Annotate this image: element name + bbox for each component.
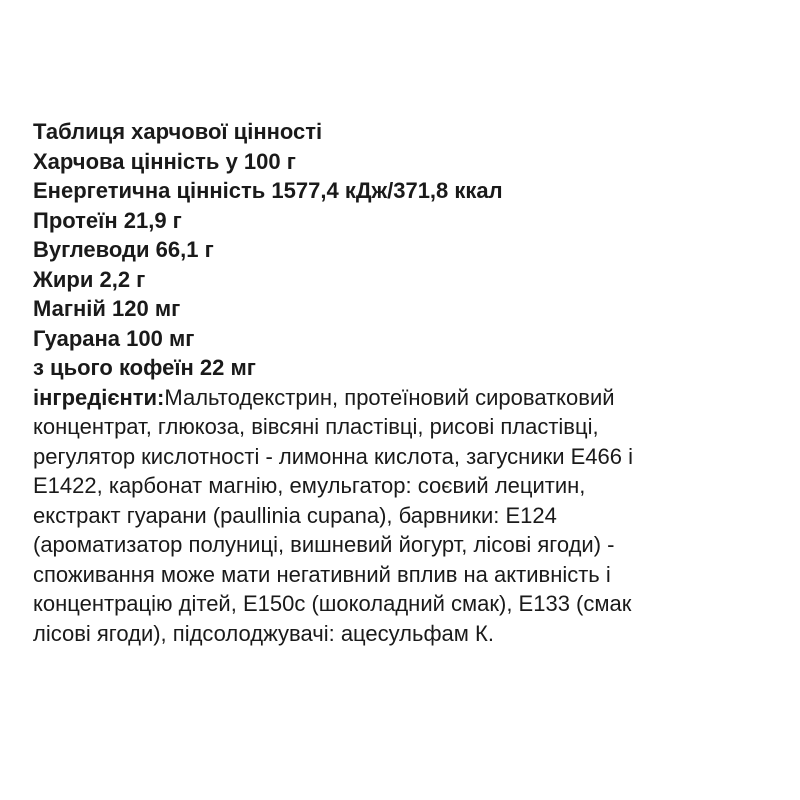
nutrition-carbs: Вуглеводи 66,1 г — [33, 237, 214, 262]
ingredients-line: концентрат, глюкоза, вівсяні пластівці, рисові пластівці, — [33, 414, 599, 439]
ingredients-line: екстракт гуарани (paullinia cupana), барвники: Е124 — [33, 502, 557, 528]
nutrition-fat: Жири 2,2 г — [33, 266, 146, 292]
ingredients-line: Е1422, карбонат магнію, емульгатор: соєвий лецитин, — [33, 473, 586, 498]
ingredients-line — [33, 383, 773, 413]
ingredients-line: споживання може мати негативний вплив на активність і — [33, 561, 611, 587]
nutrition-table — [33, 117, 773, 383]
nutrition-caffeine: з цього кофеїн 22 мг — [33, 355, 256, 380]
ingredients-text: Мальтодекстрин, протеїновий сироватковий — [164, 384, 615, 410]
ingredients-line: концентрацію дітей, Е150с (шоколадний смак), Е133 (смак — [33, 591, 632, 616]
nutrition-document — [33, 117, 773, 648]
nutrition-guarana: Гуарана 100 мг — [33, 325, 195, 351]
ingredients-line: регулятор кислотності - лимонна кислота, загусники Е466 і — [33, 443, 634, 469]
nutrition-title: Таблиця харчової цінності — [33, 119, 323, 144]
ingredients-line: (ароматизатор полуниці, вишневий йогурт, лісові ягоди) - — [33, 532, 615, 557]
nutrition-energy: Енергетична цінність 1577,4 кДж/371,8 ккал — [33, 178, 503, 203]
ingredients-label: інгредієнти: — [33, 384, 165, 410]
nutrition-per-100g: Харчова цінність у 100 г — [33, 148, 296, 174]
ingredients-section — [33, 383, 773, 649]
nutrition-magnesium: Магній 120 мг — [33, 296, 181, 321]
ingredients-line: лісові ягоди), підсолоджувачі: ацесульфам К. — [33, 620, 494, 646]
nutrition-protein: Протеїн 21,9 г — [33, 207, 182, 233]
